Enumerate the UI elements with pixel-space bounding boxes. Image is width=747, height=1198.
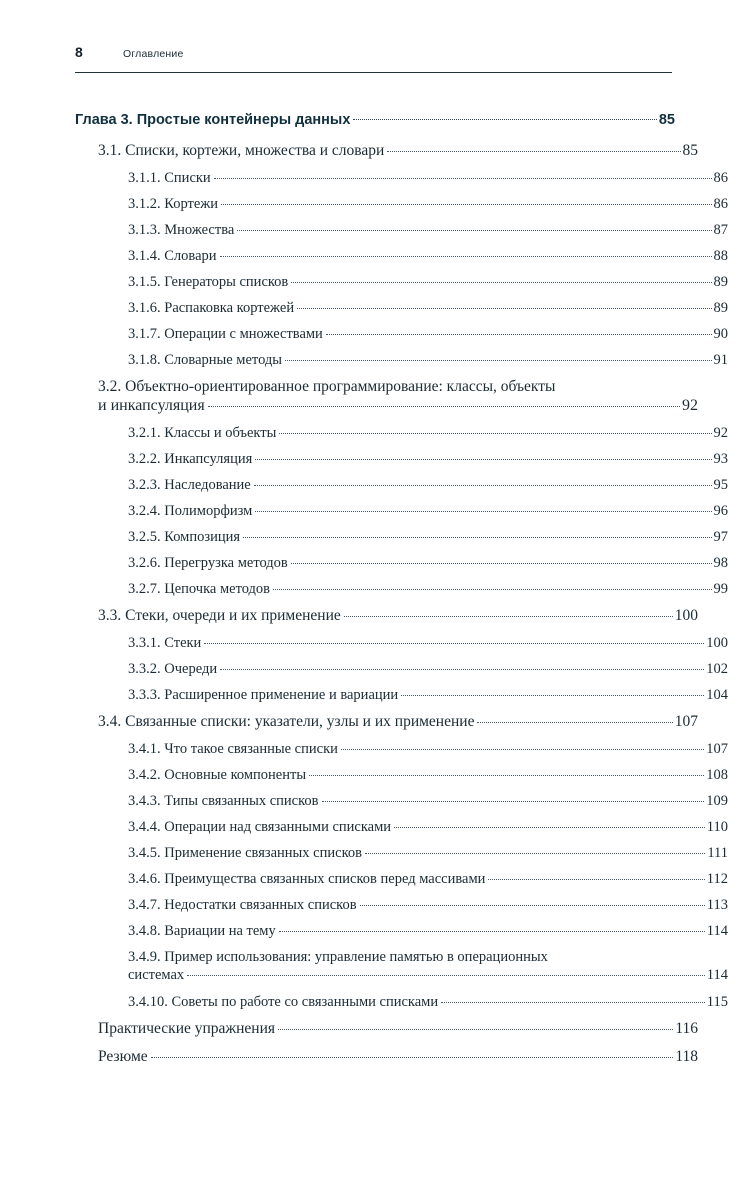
dot-leader (278, 1029, 673, 1030)
dot-leader (254, 485, 712, 486)
toc-entry-page: 89 (713, 274, 728, 290)
toc-entry[interactable] (128, 871, 728, 888)
toc-entry-title: 3.4. Связанные списки: указатели, узлы и их применение (98, 713, 475, 730)
dot-leader (279, 931, 705, 932)
toc-entry-title: 3.2. Объектно-ориентированное программирование: классы, объекты (98, 378, 556, 395)
toc-entry[interactable] (128, 581, 728, 598)
toc-entry-page: 92 (713, 425, 728, 441)
dot-leader (401, 695, 704, 696)
header-divider (75, 72, 672, 73)
toc-chapter-entry[interactable] (75, 112, 675, 128)
toc-entry-page: 89 (713, 300, 728, 316)
dot-leader (208, 406, 680, 407)
toc-entry-title-cont: и инкапсуляция (98, 397, 205, 414)
toc-entry-title: 3.1.5. Генераторы списков (128, 274, 289, 290)
dot-leader (326, 334, 712, 335)
table-of-contents (75, 112, 728, 1076)
toc-entry-page: 107 (674, 713, 698, 730)
dot-leader (243, 537, 711, 538)
toc-entry[interactable] (128, 767, 728, 784)
toc-entry-title-cont: системах (128, 967, 185, 983)
toc-entry-title: 3.4.5. Применение связанных списков (128, 845, 362, 861)
toc-entry[interactable] (128, 326, 728, 343)
dot-leader (387, 151, 680, 152)
toc-entry[interactable] (128, 170, 728, 187)
toc-entry-page: 110 (706, 819, 728, 835)
toc-entry[interactable] (128, 352, 728, 369)
dot-leader (291, 563, 712, 564)
dot-leader (151, 1057, 674, 1058)
dot-leader (273, 589, 711, 590)
toc-entry-title: 3.4.3. Типы связанных списков (128, 793, 319, 809)
toc-entry[interactable] (128, 635, 728, 652)
toc-entry-page: 114 (706, 967, 728, 983)
toc-entry-page: 97 (713, 529, 728, 545)
dot-leader (297, 308, 711, 309)
toc-entry[interactable] (75, 949, 728, 984)
toc-entry[interactable] (75, 378, 698, 415)
toc-entry-title: 3.3. Стеки, очереди и их применение (98, 607, 341, 624)
toc-entry-page: 102 (706, 661, 728, 677)
toc-entry-page: 85 (658, 112, 675, 128)
toc-entry-title: 3.4.7. Недостатки связанных списков (128, 897, 357, 913)
dot-leader (341, 749, 704, 750)
toc-entry[interactable] (128, 994, 728, 1011)
dot-leader (477, 722, 672, 723)
dot-leader (187, 975, 705, 976)
toc-entry-title: 3.2.7. Цепочка методов (128, 581, 271, 597)
toc-entry-page: 104 (706, 687, 728, 703)
toc-entry-title: 3.1. Списки, кортежи, множества и словари (98, 142, 385, 159)
toc-entry-title: 3.3.3. Расширенное применение и вариации (128, 687, 399, 703)
toc-entry-page: 91 (713, 352, 728, 368)
toc-entry-title: Резюме (98, 1048, 148, 1065)
toc-entry-title: 3.4.2. Основные компоненты (128, 767, 307, 783)
toc-entry[interactable] (128, 477, 728, 494)
toc-entry-page: 109 (706, 793, 728, 809)
dot-leader (309, 775, 704, 776)
dot-leader (488, 879, 704, 880)
toc-entry-page: 100 (706, 635, 728, 651)
toc-entry-page: 86 (713, 196, 728, 212)
toc-entry[interactable] (128, 923, 728, 940)
toc-entry-page: 113 (706, 897, 728, 913)
toc-entry-line2 (98, 397, 698, 415)
toc-entry-page: 111 (707, 845, 728, 861)
toc-entry-page: 90 (713, 326, 728, 342)
dot-leader (204, 643, 704, 644)
toc-entry-page: 112 (706, 871, 728, 887)
dot-leader (255, 459, 711, 460)
toc-entry-title: 3.4.8. Вариации на тему (128, 923, 276, 939)
dot-leader (353, 119, 656, 120)
dot-leader (291, 282, 711, 283)
toc-entry[interactable] (128, 661, 728, 678)
toc-entry[interactable] (98, 142, 698, 160)
toc-entry-page: 87 (713, 222, 728, 238)
toc-entry[interactable] (98, 1048, 698, 1066)
dot-leader (322, 801, 705, 802)
toc-entry-page: 100 (674, 607, 698, 624)
toc-entry-title: 3.1.2. Кортежи (128, 196, 219, 212)
toc-entry-page: 96 (713, 503, 728, 519)
toc-entry-title: 3.1.7. Операции с множествами (128, 326, 323, 342)
toc-entry[interactable] (128, 687, 728, 704)
toc-entry-line2 (128, 967, 728, 984)
toc-entry-page: 95 (713, 477, 728, 493)
toc-entry-title: 3.4.1. Что такое связанные списки (128, 741, 338, 757)
page-folio: 8 (75, 44, 83, 60)
toc-entry[interactable] (128, 222, 728, 239)
dot-leader (220, 669, 704, 670)
toc-entry-title: 3.4.10. Советы по работе со связанными списками (128, 994, 439, 1010)
toc-entry[interactable] (128, 897, 728, 914)
toc-entry-page: 115 (706, 994, 728, 1010)
toc-entry-title: 3.2.5. Композиция (128, 529, 241, 545)
toc-entry[interactable] (98, 1020, 698, 1038)
toc-entry[interactable] (128, 196, 728, 213)
toc-entry-list (75, 142, 728, 1066)
toc-entry-title: 3.2.4. Полиморфизм (128, 503, 253, 519)
toc-entry-page: 118 (675, 1048, 698, 1065)
dot-leader (285, 360, 711, 361)
toc-entry[interactable] (98, 713, 698, 731)
toc-entry-page: 99 (713, 581, 728, 597)
dot-leader (255, 511, 711, 512)
toc-entry-page: 98 (713, 555, 728, 571)
toc-entry[interactable] (128, 819, 728, 836)
dot-leader (360, 905, 705, 906)
toc-entry-title: 3.4.9. Пример использования: управление памятью в операционных (128, 949, 548, 965)
toc-entry-title: 3.2.2. Инкапсуляция (128, 451, 253, 467)
dot-leader (344, 616, 673, 617)
toc-entry[interactable] (128, 425, 728, 442)
toc-entry-page: 85 (682, 142, 698, 159)
toc-entry[interactable] (128, 248, 728, 265)
dot-leader (220, 256, 712, 257)
toc-entry-title: 3.1.3. Множества (128, 222, 235, 238)
toc-entry-page: 93 (713, 451, 728, 467)
toc-entry[interactable] (128, 274, 728, 291)
toc-entry-title: 3.1.4. Словари (128, 248, 217, 264)
toc-entry[interactable] (128, 845, 728, 862)
toc-entry[interactable] (128, 793, 728, 810)
toc-entry-page: 108 (706, 767, 728, 783)
toc-entry-page: 116 (675, 1020, 698, 1037)
dot-leader (441, 1002, 705, 1003)
toc-entry[interactable] (128, 451, 728, 468)
running-title: Оглавление (123, 48, 184, 60)
toc-entry[interactable] (98, 607, 698, 625)
toc-entry-title: 3.1.8. Словарные методы (128, 352, 283, 368)
dot-leader (214, 178, 712, 179)
toc-entry-title: 3.2.1. Классы и объекты (128, 425, 277, 441)
toc-entry-title: 3.2.3. Наследование (128, 477, 251, 493)
running-head (75, 44, 672, 60)
toc-entry[interactable] (128, 741, 728, 758)
toc-entry-title: 3.3.1. Стеки (128, 635, 202, 651)
toc-entry-title: 3.4.6. Преимущества связанных списков перед массивами (128, 871, 486, 887)
toc-entry-title: Практические упражнения (98, 1020, 276, 1037)
toc-entry-title: 3.2.6. Перегрузка методов (128, 555, 288, 571)
toc-entry-title: 3.3.2. Очереди (128, 661, 218, 677)
toc-entry[interactable] (128, 300, 728, 317)
toc-entry-page: 114 (706, 923, 728, 939)
toc-entry[interactable] (128, 555, 728, 572)
toc-entry-page: 107 (706, 741, 728, 757)
toc-entry-page: 86 (713, 170, 728, 186)
toc-entry-page: 88 (713, 248, 728, 264)
toc-entry-title: Глава 3. Простые контейнеры данных (75, 112, 351, 128)
toc-entry[interactable] (128, 529, 728, 546)
dot-leader (221, 204, 711, 205)
dot-leader (365, 853, 705, 854)
dot-leader (279, 433, 711, 434)
toc-entry[interactable] (128, 503, 728, 520)
toc-entry-title: 3.1.1. Списки (128, 170, 211, 186)
toc-entry-title: 3.1.6. Распаковка кортежей (128, 300, 295, 316)
dot-leader (237, 230, 711, 231)
dot-leader (394, 827, 705, 828)
toc-entry-title: 3.4.4. Операции над связанными списками (128, 819, 392, 835)
toc-entry-page: 92 (682, 397, 698, 414)
